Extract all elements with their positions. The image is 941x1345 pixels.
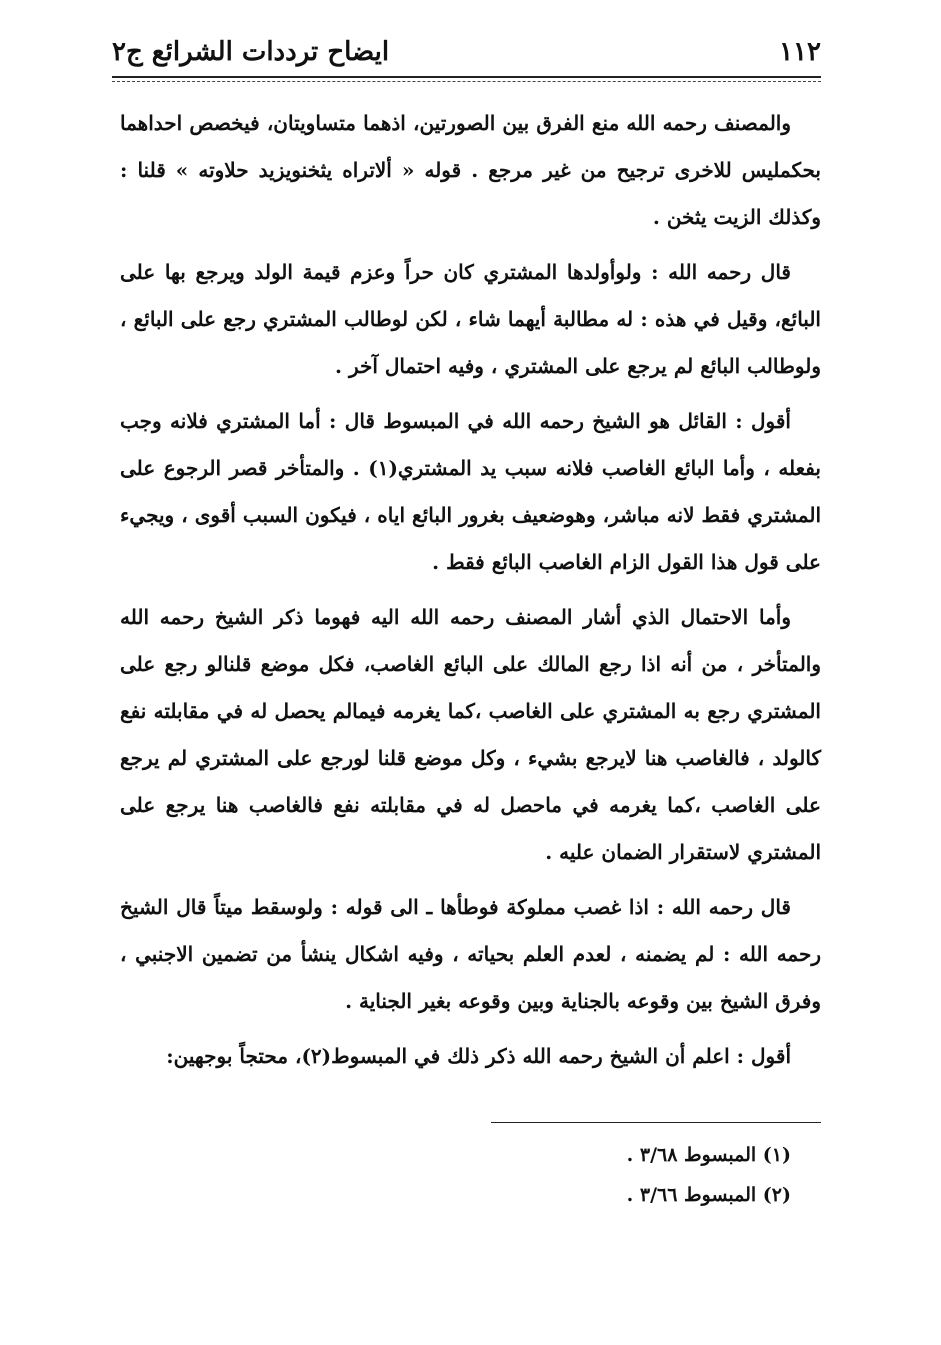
paragraph: والمصنف رحمه الله منع الفرق بين الصورتين، اذهما متساويتان، فيخصص احداهما بحكمليس للاخرى ترجيح من غير مرجع . قوله « ألاتراه يثخنويزيد حلاوته » قلنا : وكذلك الزيت يثخن . [120, 111, 821, 229]
page-number: ١١٢ [779, 37, 821, 67]
footnote: (٢) المبسوط ٣/٦٦ . [626, 1184, 791, 1206]
footnote-rule [491, 1122, 821, 1123]
header-rule-dashed [112, 81, 821, 82]
paragraph: قال رحمه الله : ولوأولدها المشتري كان حراً وعزم قيمة الولد ويرجع بها على البائع، وقيل في هذه : له مطالبة أيهما شاء ، لكن لوطالب المشتري رجع على البائع ، ولوطالب البائع لم يرجع على المشتري ، وفيه احتمال آخر . [120, 260, 821, 378]
paragraph: أقول : اعلم أن الشيخ رحمه الله ذكر ذلك في المبسوط(٢)، محتجاً بوجهين: [166, 1044, 791, 1068]
book-title: ايضاح ترددات الشرائع ج٢ [112, 37, 390, 67]
running-header [112, 30, 821, 74]
footnote: (١) المبسوط ٣/٦٨ . [626, 1144, 791, 1166]
paragraph: وأما الاحتمال الذي أشار المصنف رحمه الله اليه فهوما ذكر الشيخ رحمه الله والمتأخر ، من أنه اذا رجع المالك على البائع الغاصب، فكل موضع قلنالو رجع على المشتري رجع به المشتري على الغاصب ،كما يغرمه فيمالم يحصل له في مقابلته نفع كالولد ، فالغاصب هنا لايرجع بشيء ، وكل موضع قلنا لورجع على المشتري لم يرجع على الغاصب ،كما يغرمه في ماحصل له في مقابلته نفع فالغاصب هنا يرجع على المشتري لاستقرار الضمان عليه . [120, 605, 821, 864]
header-rule [112, 76, 821, 78]
paragraph: أقول : القائل هو الشيخ رحمه الله في المبسوط قال : أما المشتري فلانه وجب بفعله ، وأما البائع الغاصب فلانه سبب يد المشتري(١) . والمتأخر قصر الرجوع على المشتري فقط لانه مباشر، وهوضعيف بغرور البائع اياه ، فيكون السبب أقوى ، ويجيء على قول هذا القول الزام الغاصب البائع فقط . [120, 409, 821, 574]
main-text [120, 100, 821, 1080]
paragraph: قال رحمه الله : اذا غصب مملوكة فوطأها ـ الى قوله : ولوسقط ميتاً قال الشيخ رحمه الله : لم يضمنه ، لعدم العلم بحياته ، وفيه اشكال ينشأ من تضمين الاجنبي ، وفرق الشيخ بين وقوعه بالجناية وبين وقوعه بغير الجناية . [120, 895, 821, 1013]
footnotes [627, 1135, 791, 1215]
